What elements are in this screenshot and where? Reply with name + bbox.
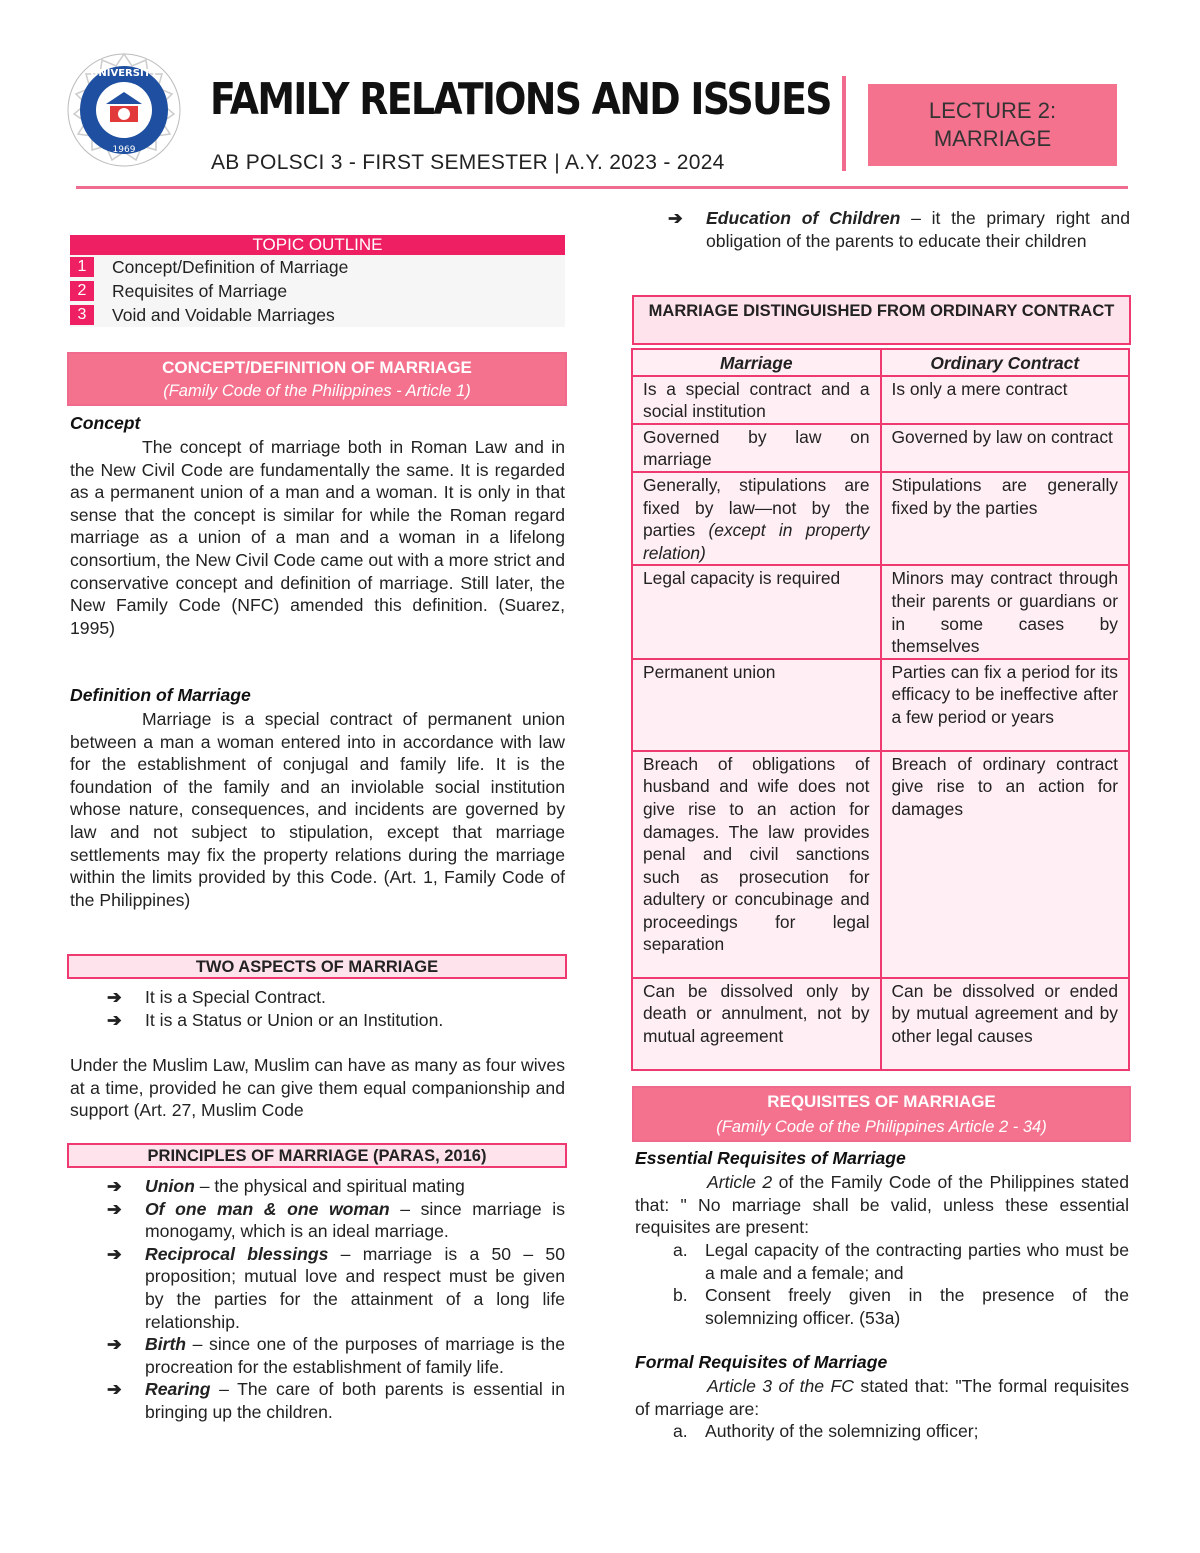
principle-desc: – the physical and spiritual mating bbox=[194, 1176, 465, 1196]
intro-text: of the Family Code of the Philippines stated that: " No marriage shall be valid, unless these essential requisites are present: bbox=[635, 1172, 1129, 1238]
definition-heading: Definition of Marriage bbox=[70, 685, 251, 705]
concept-section-header bbox=[67, 352, 567, 406]
principle-term: Union bbox=[145, 1176, 195, 1196]
outline-label: Requisites of Marriage bbox=[112, 280, 288, 301]
list-item bbox=[635, 1239, 1129, 1284]
svg-text:1969: 1969 bbox=[112, 145, 136, 155]
formal-requisites-heading: Formal Requisites of Marriage bbox=[635, 1352, 888, 1372]
list-item bbox=[668, 207, 1130, 252]
principle-term: Reciprocal blessings bbox=[145, 1243, 329, 1264]
principle-term: Birth bbox=[145, 1334, 187, 1355]
table-cell: Breach of obligations of husband and wife does not give rise to an action for damages. The law provides penal and civil sanctions such as prosecution for adultery or concubinage and proceedings for legal separation bbox=[632, 751, 881, 978]
list-item bbox=[107, 1243, 565, 1333]
table-cell: Is a special contract and a social institution bbox=[632, 376, 881, 424]
table-cell: Legal capacity is required bbox=[632, 565, 881, 658]
outline-number: 2 bbox=[70, 281, 94, 301]
list-item bbox=[107, 1378, 565, 1423]
comparison-table bbox=[631, 348, 1130, 1071]
principle-term: Rearing bbox=[145, 1379, 211, 1400]
two-aspects-list bbox=[107, 986, 567, 1031]
table-row bbox=[632, 565, 1129, 658]
list-item bbox=[107, 1009, 567, 1032]
table-cell: Governed by law on marriage bbox=[632, 424, 881, 472]
table-cell: Minors may contract through their parents or guardians or in some cases by themselves bbox=[881, 565, 1130, 658]
principles-header: PRINCIPLES OF MARRIAGE (PARAS, 2016) bbox=[67, 1143, 567, 1168]
principles-list-continued bbox=[668, 207, 1130, 252]
essential-requisites-intro bbox=[635, 1171, 1129, 1239]
header-divider bbox=[842, 76, 846, 171]
principle-term: Education of Children bbox=[706, 208, 901, 228]
table-cell: Can be dissolved only by death or annulment, not by mutual agreement bbox=[632, 978, 881, 1070]
column-header-ordinary-contract: Ordinary Contract bbox=[881, 349, 1130, 376]
outline-label: Concept/Definition of Marriage bbox=[112, 256, 349, 277]
table-row bbox=[632, 659, 1129, 751]
table-row bbox=[632, 472, 1129, 565]
university-seal-logo bbox=[66, 52, 182, 168]
list-item bbox=[107, 986, 567, 1009]
list-item bbox=[635, 1284, 1129, 1329]
table-row bbox=[632, 376, 1129, 424]
list-item-text: Authority of the solemnizing officer; bbox=[705, 1421, 979, 1441]
topic-outline-title: TOPIC OUTLINE bbox=[70, 235, 565, 255]
outline-item bbox=[70, 255, 565, 279]
principle-desc: – it the primary right and obligation of the parents to educate their children bbox=[706, 208, 1130, 251]
table-cell: Can be dissolved or ended by mutual agreement and by other legal causes bbox=[881, 978, 1130, 1070]
list-item bbox=[107, 1333, 565, 1378]
arrow-icon: ➔ bbox=[107, 1379, 122, 1400]
table-row bbox=[632, 978, 1129, 1070]
section-title: CONCEPT/DEFINITION OF MARRIAGE bbox=[162, 358, 472, 377]
cell-italic-text: (except in property relation) bbox=[643, 520, 870, 563]
formal-requisites-list bbox=[635, 1420, 1129, 1443]
list-item bbox=[635, 1420, 1129, 1443]
arrow-icon: ➔ bbox=[107, 1243, 122, 1264]
arrow-icon: ➔ bbox=[107, 987, 122, 1007]
outline-item bbox=[70, 279, 565, 303]
table-header-row bbox=[632, 349, 1129, 376]
header-rule bbox=[76, 186, 1128, 189]
principle-desc: – marriage is a 50 – 50 proposition; mutual love and respect must be given by the parties for the attainment of a long life relationship. bbox=[145, 1243, 565, 1332]
column-header-marriage: Marriage bbox=[632, 349, 881, 376]
muslim-law-paragraph: Under the Muslim Law, Muslim can have as many as four wives at a time, provided he can give them equal companionship and support (Art. 27, Muslim Code bbox=[70, 1055, 565, 1121]
table-cell: Parties can fix a period for its efficacy to be ineffective after a few period or years bbox=[881, 659, 1130, 751]
concept-heading: Concept bbox=[70, 413, 141, 433]
article-reference: Article 2 bbox=[707, 1172, 773, 1192]
arrow-icon: ➔ bbox=[668, 208, 683, 228]
list-letter: a. bbox=[673, 1421, 688, 1441]
cell-text: Generally, stipulations are fixed by law—not by the parties bbox=[643, 474, 870, 541]
table-cell: Is only a mere contract bbox=[881, 376, 1130, 424]
list-item bbox=[107, 1198, 565, 1243]
arrow-icon: ➔ bbox=[107, 1009, 122, 1030]
definition-text: Marriage is a special contract of permanent union between a man a woman entered into in accordance with law for the establishment of conjugal and family life. It is the foundation of the family and an inviolable social institution whose nature, consequences, and incidents are governed by law and not subject to stipulation, except that marriage settlements may fix the property relations during the marriage within the limits provided by this Code. (Art. 1, Family Code of the Philippines) bbox=[70, 709, 565, 910]
essential-requisites-heading: Essential Requisites of Marriage bbox=[635, 1148, 906, 1168]
principles-list bbox=[107, 1175, 565, 1424]
table-cell bbox=[632, 472, 881, 565]
arrow-icon: ➔ bbox=[107, 1176, 122, 1196]
course-subtitle: AB POLSCI 3 - FIRST SEMESTER | A.Y. 2023 - 2024 bbox=[211, 151, 725, 174]
principle-desc: – since marriage is monogamy, which is an ideal marriage. bbox=[145, 1198, 566, 1242]
list-letter: b. bbox=[673, 1285, 688, 1306]
article-reference: Article 3 of the FC bbox=[707, 1376, 854, 1396]
concept-paragraph bbox=[70, 436, 565, 639]
two-aspects-header: TWO ASPECTS OF MARRIAGE bbox=[67, 954, 567, 979]
table-cell: Stipulations are generally fixed by the parties bbox=[881, 472, 1130, 565]
principle-desc: – since one of the purposes of marriage is the procreation for the establishment of family life. bbox=[145, 1334, 565, 1377]
table-row bbox=[632, 751, 1129, 978]
section-subtitle: (Family Code of the Philippines - Article 1) bbox=[163, 382, 471, 400]
intro-text: stated that: "The formal requisites of marriage are: bbox=[635, 1376, 1130, 1419]
list-letter: a. bbox=[673, 1240, 688, 1260]
lecture-number: LECTURE 2: bbox=[928, 98, 1057, 123]
requisites-section-header bbox=[632, 1086, 1131, 1142]
outline-number: 1 bbox=[70, 257, 94, 277]
section-subtitle: (Family Code of the Philippines Article 2 - 34) bbox=[716, 1118, 1047, 1136]
outline-label: Void and Voidable Marriages bbox=[112, 304, 335, 325]
svg-text:UNIVERSITY: UNIVERSITY bbox=[90, 68, 158, 79]
principle-desc: – The care of both parents is essential in bringing up the children. bbox=[145, 1379, 565, 1422]
topic-outline bbox=[70, 235, 565, 327]
formal-requisites-intro bbox=[635, 1375, 1129, 1420]
arrow-icon: ➔ bbox=[107, 1334, 122, 1355]
list-item-text: It is a Special Contract. bbox=[145, 987, 326, 1007]
table-cell: Governed by law on contract bbox=[881, 424, 1130, 472]
table-cell: Permanent union bbox=[632, 659, 881, 751]
list-item-text: Consent freely given in the presence of the solemnizing officer. (53a) bbox=[705, 1285, 1129, 1328]
list-item bbox=[107, 1175, 565, 1198]
principle-term: Of one man & one woman bbox=[145, 1198, 390, 1219]
section-title: REQUISITES OF MARRIAGE bbox=[767, 1092, 996, 1111]
list-item-text: It is a Status or Union or an Institution. bbox=[145, 1009, 444, 1030]
table-cell: Breach of ordinary contract give rise to an action for damages bbox=[881, 751, 1130, 978]
document-title: FAMILY RELATIONS AND ISSUES bbox=[210, 74, 831, 125]
lecture-badge bbox=[868, 84, 1117, 166]
distinguished-header: MARRIAGE DISTINGUISHED FROM ORDINARY CONTRACT bbox=[632, 295, 1131, 345]
table-row bbox=[632, 424, 1129, 472]
outline-item bbox=[70, 303, 565, 327]
arrow-icon: ➔ bbox=[107, 1198, 122, 1219]
concept-text: The concept of marriage both in Roman Law and in the New Civil Code are fundamentally the same. It is regarded as a permanent union of a man and a woman. It is only in that sense that the concept is similar for while the Roman regard marriage as a union of a man and a woman in a lifelong consortium, the New Civil Code came out with a more strict and conservative concept and definition of marriage. Still later, the New Family Code (NFC) amended this definition. (Suarez, 1995) bbox=[70, 437, 565, 638]
outline-number: 3 bbox=[70, 305, 94, 325]
lecture-topic: MARRIAGE bbox=[933, 126, 1052, 151]
definition-paragraph bbox=[70, 708, 565, 911]
list-item-text: Legal capacity of the contracting parties who must be a male and a female; and bbox=[705, 1240, 1129, 1283]
essential-requisites-list bbox=[635, 1239, 1129, 1329]
